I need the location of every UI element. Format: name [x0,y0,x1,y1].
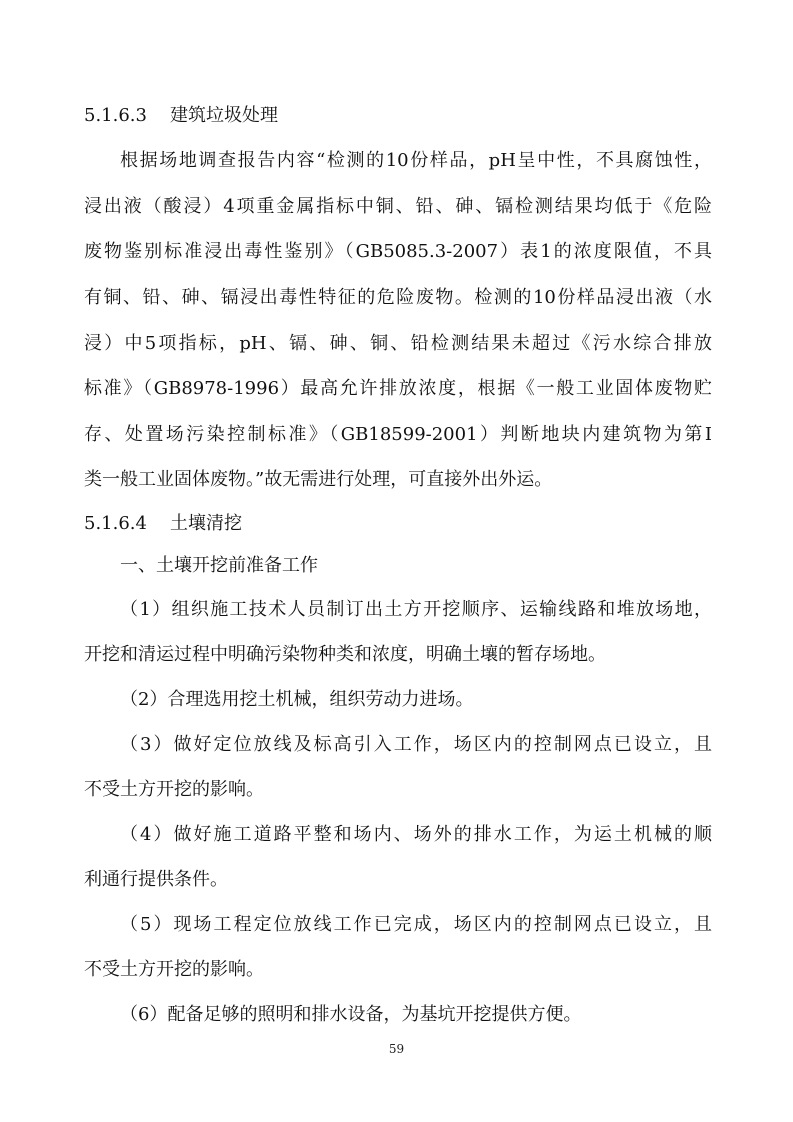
paragraph-line: 废物鉴别标准浸出毒性鉴别》（GB5085.3-2007）表1的浓度限值，不具 [84,241,712,262]
list-item-line: （1）组织施工技术人员制订出土方开挖顺序、运输线路和堆放场地， [120,599,712,620]
subheading: 一、土壤开挖前准备工作 [120,555,318,576]
paragraph-line: 根据场地调查报告内容“检测的10份样品，pH呈中性，不具腐蚀性， [120,150,712,171]
paragraph-line: 有铜、铅、砷、镉浸出毒性特征的危险废物。检测的10份样品浸出液（水 [84,287,712,308]
paragraph-line: 类一般工业固体废物。”故无需进行处理，可直接外出外运。 [84,469,553,490]
paragraph-line: 存、处置场污染控制标准》（GB18599-2001）判断地块内建筑物为第Ⅰ [84,424,712,445]
list-item-line: 不受土方开挖的影响。 [84,779,264,800]
section-number: 5.1.6.4 [84,513,147,534]
paragraph-line: 浸出液（酸浸）4项重金属指标中铜、铅、砷、镉检测结果均低于《危险 [84,196,712,217]
section-title: 建筑垃圾处理 [170,105,278,126]
list-item-line: 利通行提供条件。 [84,869,228,890]
list-item-line: （4）做好施工道路平整和场内、场外的排水工作，为运土机械的顺 [120,824,712,845]
list-item-line: （2）合理选用挖土机械，组织劳动力进场。 [120,689,474,710]
section-number: 5.1.6.3 [84,105,147,126]
section-heading-5-1-6-4 [84,511,712,537]
list-item-line: （5）现场工程定位放线工作已完成，场区内的控制网点已设立，且 [120,914,712,935]
section-title: 土壤清挖 [170,513,242,534]
list-item-line: （3）做好定位放线及标高引入工作，场区内的控制网点已设立，且 [120,734,712,755]
paragraph-line: 标准》（GB8978-1996）最高允许排放浓度，根据《一般工业固体废物贮 [84,378,712,399]
list-item-line: （6）配备足够的照明和排水设备，为基坑开挖提供方便。 [120,1004,582,1025]
list-item-line: 开挖和清运过程中明确污染物种类和浓度，明确土壤的暂存场地。 [84,644,606,665]
list-item-line: 不受土方开挖的影响。 [84,959,264,980]
paragraph-line: 浸）中5项指标，pH、镉、砷、铜、铅检测结果未超过《污水综合排放 [84,333,712,354]
section-heading-5-1-6-3 [84,103,712,129]
page-number: 59 [388,1042,405,1056]
